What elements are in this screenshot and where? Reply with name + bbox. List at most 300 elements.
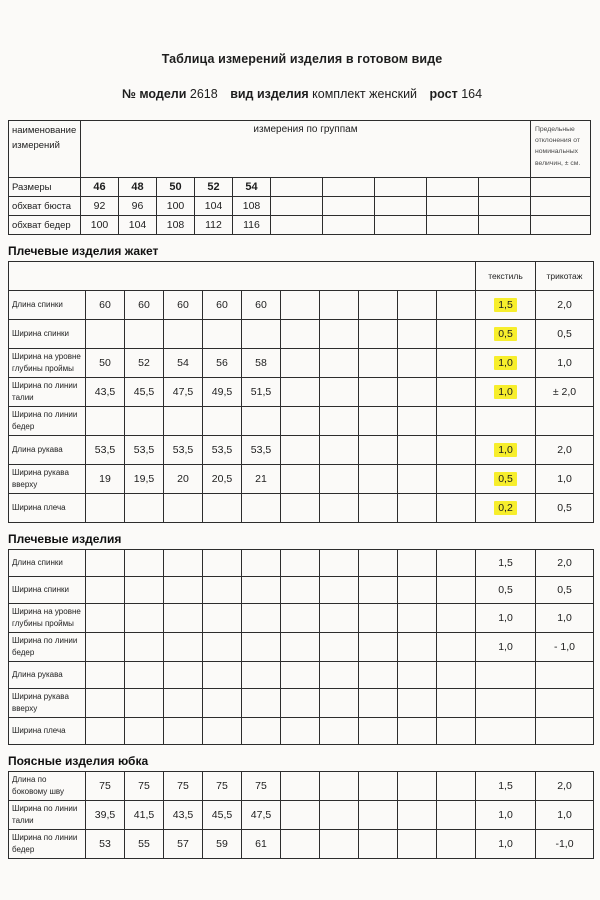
measurement-cell — [427, 178, 479, 197]
measurement-cell — [242, 718, 281, 745]
measurement-cell — [398, 550, 437, 577]
measurement-cell — [86, 494, 125, 523]
measurement-cell — [398, 494, 437, 523]
highlighted-value: 0,5 — [494, 327, 517, 341]
measurement-cell: 75 — [164, 772, 203, 801]
measurement-cell — [437, 801, 476, 830]
measurement-cell — [437, 604, 476, 633]
row-label: Длина рукава — [9, 436, 86, 465]
measurement-cell — [437, 436, 476, 465]
measurement-cell — [320, 662, 359, 689]
textile-deviation-cell — [476, 291, 536, 320]
measurement-cell — [375, 216, 427, 235]
measurement-cell: 43,5 — [86, 378, 125, 407]
textile-deviation-cell: 1,5 — [476, 550, 536, 577]
textile-deviation-cell: 1,0 — [476, 633, 536, 662]
measurement-cell — [125, 718, 164, 745]
measurement-cell — [203, 494, 242, 523]
measurement-cell — [437, 718, 476, 745]
measurement-cell — [320, 320, 359, 349]
measurement-cell — [164, 718, 203, 745]
garment-sections — [8, 244, 596, 859]
textile-deviation-cell — [476, 494, 536, 523]
highlighted-value: 0,2 — [494, 501, 517, 515]
section-table-body — [9, 262, 594, 523]
deviation-cell — [531, 216, 591, 235]
knit-deviation-cell: 2,0 — [536, 550, 594, 577]
table-row — [9, 494, 594, 523]
section-table-body — [9, 550, 594, 745]
measurement-cell — [125, 633, 164, 662]
measurement-cell — [398, 320, 437, 349]
measurement-cell — [86, 604, 125, 633]
table-row — [9, 291, 594, 320]
row-label: Ширина на уровне глубины проймы — [9, 604, 86, 633]
measurement-cell — [281, 772, 320, 801]
measurement-cell: 45,5 — [125, 378, 164, 407]
measurement-cell — [398, 801, 437, 830]
measurement-cell — [164, 494, 203, 523]
table-row — [9, 197, 591, 216]
measurement-cell: 43,5 — [164, 801, 203, 830]
measurement-cell: 47,5 — [164, 378, 203, 407]
measurement-cell — [359, 577, 398, 604]
table-row — [9, 378, 594, 407]
table-row — [9, 689, 594, 718]
measurement-cell: 75 — [125, 772, 164, 801]
measurement-cell — [398, 349, 437, 378]
document-subtitle — [8, 87, 596, 101]
table-row — [9, 178, 591, 197]
measurement-cell — [86, 662, 125, 689]
measurement-cell: 53,5 — [203, 436, 242, 465]
measurement-cell — [320, 291, 359, 320]
table-row — [9, 550, 594, 577]
measurement-cell: 60 — [86, 291, 125, 320]
measurement-cell: 96 — [119, 197, 157, 216]
measurement-cell — [125, 577, 164, 604]
measurement-cell — [359, 689, 398, 718]
measurement-cell — [242, 633, 281, 662]
measurement-cell: 56 — [203, 349, 242, 378]
measurement-cell — [323, 197, 375, 216]
measurement-cell — [375, 178, 427, 197]
measurement-cell — [398, 718, 437, 745]
measurement-cell — [437, 407, 476, 436]
section-title: Плечевые изделия жакет — [8, 244, 159, 258]
knit-deviation-cell: 2,0 — [536, 436, 594, 465]
table-row — [9, 772, 594, 801]
measurement-cell — [479, 216, 531, 235]
measurement-cell — [125, 494, 164, 523]
table-row — [9, 465, 594, 494]
textile-deviation-cell: 0,5 — [476, 577, 536, 604]
measurement-cell: 60 — [203, 291, 242, 320]
top-table-body — [9, 178, 591, 235]
knit-deviation-cell: 0,5 — [536, 577, 594, 604]
measurement-cell — [437, 320, 476, 349]
measurement-cell — [281, 689, 320, 718]
knit-deviation-cell — [536, 689, 594, 718]
measurement-cell — [359, 436, 398, 465]
highlighted-value: 1,5 — [494, 298, 517, 312]
measurement-cell — [86, 320, 125, 349]
measurement-cell: 47,5 — [242, 801, 281, 830]
garment-section — [8, 754, 596, 859]
row-label: Ширина плеча — [9, 494, 86, 523]
measurement-cell: 50 — [157, 178, 195, 197]
row-label: обхват бедер — [9, 216, 81, 235]
measurement-cell — [86, 577, 125, 604]
textile-deviation-cell — [476, 378, 536, 407]
measurement-cell — [437, 633, 476, 662]
height-value: 164 — [461, 87, 483, 101]
measurement-cell — [398, 378, 437, 407]
measurement-cell: 92 — [81, 197, 119, 216]
measurement-cell — [242, 662, 281, 689]
measurement-cell: 53,5 — [164, 436, 203, 465]
knit-deviation-cell: 1,0 — [536, 801, 594, 830]
header-spacer-cell — [9, 262, 476, 291]
table-row — [9, 662, 594, 689]
textile-deviation-cell: 1,0 — [476, 604, 536, 633]
knit-deviation-cell: 1,0 — [536, 604, 594, 633]
measurement-cell — [359, 320, 398, 349]
measurement-cell — [359, 662, 398, 689]
textile-deviation-cell — [476, 689, 536, 718]
measurement-cell — [125, 320, 164, 349]
product-type-label: вид изделия — [230, 87, 309, 101]
measurement-cell — [86, 718, 125, 745]
measurement-cell — [320, 436, 359, 465]
measurement-cell — [242, 689, 281, 718]
measurement-cell — [281, 577, 320, 604]
measurement-cell — [437, 689, 476, 718]
measurement-cell — [398, 662, 437, 689]
measurement-cell: 48 — [119, 178, 157, 197]
measurement-cell: 108 — [157, 216, 195, 235]
knit-deviation-cell: 0,5 — [536, 494, 594, 523]
measurement-cell — [359, 830, 398, 859]
measurement-cell — [359, 494, 398, 523]
measurement-cell — [125, 689, 164, 718]
measurement-cell — [320, 577, 359, 604]
knit-deviation-cell: 1,0 — [536, 465, 594, 494]
measurement-cell — [281, 801, 320, 830]
measurement-cell — [125, 550, 164, 577]
measurement-cell: 108 — [233, 197, 271, 216]
measurement-cell — [320, 633, 359, 662]
table-row — [9, 830, 594, 859]
garment-section — [8, 244, 596, 523]
measurement-cell — [164, 577, 203, 604]
row-label: обхват бюста — [9, 197, 81, 216]
table-row — [9, 349, 594, 378]
measurement-cell — [359, 407, 398, 436]
measurement-cell — [281, 830, 320, 859]
row-label: Длина спинки — [9, 291, 86, 320]
measurement-cell — [164, 633, 203, 662]
knit-deviation-cell: 2,0 — [536, 772, 594, 801]
measurement-cell — [242, 577, 281, 604]
measurement-cell — [164, 407, 203, 436]
table-row — [9, 604, 594, 633]
measurement-cell — [398, 633, 437, 662]
table-row — [9, 633, 594, 662]
measurement-cell: 45,5 — [203, 801, 242, 830]
measurement-cell: 53 — [86, 830, 125, 859]
measurement-cell — [203, 633, 242, 662]
measurement-cell — [281, 407, 320, 436]
knit-deviation-cell: -1,0 — [536, 830, 594, 859]
table-row — [9, 407, 594, 436]
measurement-cell — [427, 216, 479, 235]
measurement-cell — [398, 291, 437, 320]
measurement-cell — [281, 436, 320, 465]
model-number-label: № модели — [121, 87, 187, 101]
measurement-cell: 75 — [86, 772, 125, 801]
measurement-cell — [242, 494, 281, 523]
measurement-cell — [203, 407, 242, 436]
measurement-cell — [398, 577, 437, 604]
section-table — [8, 261, 594, 523]
product-type-value: комплект женский — [312, 87, 418, 101]
deviation-column-header: Предельные отклонения от номинальных величин, ± см. — [531, 121, 591, 178]
measurement-cell: 104 — [119, 216, 157, 235]
measurement-cell — [320, 550, 359, 577]
measurement-cell — [320, 830, 359, 859]
measurement-cell — [164, 604, 203, 633]
measurement-cell — [479, 197, 531, 216]
measurement-cell: 49,5 — [203, 378, 242, 407]
measurement-cell — [359, 772, 398, 801]
measurement-cell — [164, 662, 203, 689]
measurement-cell — [125, 604, 164, 633]
measurement-cell — [271, 178, 323, 197]
row-label: Ширина по линии талии — [9, 801, 86, 830]
measurement-cell — [281, 291, 320, 320]
table-row — [9, 801, 594, 830]
measurement-cell — [242, 550, 281, 577]
measurement-cell — [437, 349, 476, 378]
knit-deviation-cell: 1,0 — [536, 349, 594, 378]
section-title: Поясные изделия юбка — [8, 754, 149, 768]
section-table — [8, 549, 594, 745]
measurement-cell — [398, 604, 437, 633]
section-table-body — [9, 772, 594, 859]
document-title: Таблица измерений изделия в готовом виде — [161, 52, 443, 66]
deviation-cell — [531, 178, 591, 197]
fabric-type-header-row — [9, 262, 594, 291]
row-label: Ширина на уровне глубины проймы — [9, 349, 86, 378]
highlighted-value: 1,0 — [494, 385, 517, 399]
row-label: Ширина по линии талии — [9, 378, 86, 407]
knit-deviation-cell — [536, 662, 594, 689]
measurement-cell — [271, 197, 323, 216]
measurement-cell — [281, 604, 320, 633]
measurement-cell: 59 — [203, 830, 242, 859]
measurement-cell — [437, 577, 476, 604]
measurement-cell — [125, 662, 164, 689]
measurement-cell: 52 — [125, 349, 164, 378]
measurement-cell: 46 — [81, 178, 119, 197]
table-row — [9, 436, 594, 465]
textile-deviation-cell — [476, 407, 536, 436]
measurement-cell — [86, 550, 125, 577]
knit-deviation-cell: 2,0 — [536, 291, 594, 320]
measurement-cell — [320, 718, 359, 745]
measurement-cell — [164, 550, 203, 577]
table-row — [9, 577, 594, 604]
measurement-cell: 20 — [164, 465, 203, 494]
row-label: Ширина по линии бедер — [9, 830, 86, 859]
measurement-cell — [86, 689, 125, 718]
measurement-cell: 21 — [242, 465, 281, 494]
measurement-cell — [359, 378, 398, 407]
measurement-cell — [164, 689, 203, 718]
row-label: Длина по боковому шву — [9, 772, 86, 801]
measurement-cell — [359, 291, 398, 320]
measurement-cell: 52 — [195, 178, 233, 197]
measurement-cell: 50 — [86, 349, 125, 378]
textile-deviation-cell — [476, 718, 536, 745]
measurement-cell — [281, 662, 320, 689]
measurement-cell: 20,5 — [203, 465, 242, 494]
measurement-cell — [359, 633, 398, 662]
groups-column-header: измерения по группам — [81, 121, 531, 178]
measurement-cell — [375, 197, 427, 216]
measurement-cell — [398, 689, 437, 718]
measurement-cell — [437, 662, 476, 689]
measurement-cell — [398, 407, 437, 436]
knit-column-header: трикотаж — [536, 262, 594, 291]
measurement-cell — [320, 349, 359, 378]
measurement-cell: 60 — [164, 291, 203, 320]
row-label: Ширина спинки — [9, 320, 86, 349]
textile-deviation-cell — [476, 320, 536, 349]
measurement-cell — [125, 407, 164, 436]
measurement-cell: 60 — [242, 291, 281, 320]
textile-deviation-cell — [476, 662, 536, 689]
measurement-cell — [281, 633, 320, 662]
measurement-cell: 58 — [242, 349, 281, 378]
table-row — [9, 216, 591, 235]
textile-column-header: текстиль — [476, 262, 536, 291]
measurement-cell — [320, 407, 359, 436]
measurement-cell — [359, 718, 398, 745]
row-label: Размеры — [9, 178, 81, 197]
measurement-cell — [86, 633, 125, 662]
measurement-cell — [437, 550, 476, 577]
measurement-cell — [281, 465, 320, 494]
measurement-cell: 53,5 — [242, 436, 281, 465]
measurement-cell — [203, 689, 242, 718]
measurement-cell: 61 — [242, 830, 281, 859]
highlighted-value: 1,0 — [494, 356, 517, 370]
measurement-cell: 75 — [203, 772, 242, 801]
measurement-cell — [281, 550, 320, 577]
measurement-cell — [479, 178, 531, 197]
measurement-cell — [437, 772, 476, 801]
measurement-cell — [359, 801, 398, 830]
row-label: Ширина по линии бедер — [9, 407, 86, 436]
measurement-cell — [427, 197, 479, 216]
measurement-cell — [203, 718, 242, 745]
measurement-cell: 60 — [125, 291, 164, 320]
model-number-value: 2618 — [189, 87, 218, 101]
highlighted-value: 1,0 — [494, 443, 517, 457]
measurement-cell — [437, 494, 476, 523]
measurement-cell — [320, 604, 359, 633]
measurement-cell — [320, 801, 359, 830]
knit-deviation-cell — [536, 407, 594, 436]
measurement-cell — [320, 772, 359, 801]
measurement-cell — [203, 577, 242, 604]
knit-deviation-cell: ± 2,0 — [536, 378, 594, 407]
knit-deviation-cell: 0,5 — [536, 320, 594, 349]
measurement-cell — [164, 320, 203, 349]
measurement-cell — [323, 216, 375, 235]
measurement-cell — [437, 830, 476, 859]
height-label: рост — [429, 87, 458, 101]
measurement-cell — [203, 662, 242, 689]
measurement-cell: 51,5 — [242, 378, 281, 407]
measurement-cell: 57 — [164, 830, 203, 859]
table-row — [9, 718, 594, 745]
measurement-cell — [359, 550, 398, 577]
textile-deviation-cell — [476, 436, 536, 465]
measurement-cell: 19,5 — [125, 465, 164, 494]
measurements-summary-table — [8, 120, 591, 235]
measurement-cell — [398, 830, 437, 859]
garment-section — [8, 532, 596, 745]
measurement-cell: 54 — [164, 349, 203, 378]
measurement-cell — [320, 689, 359, 718]
row-label: Длина рукава — [9, 662, 86, 689]
measurement-cell — [359, 349, 398, 378]
measurement-cell — [359, 604, 398, 633]
measurement-cell — [242, 604, 281, 633]
measurement-cell — [437, 378, 476, 407]
measurement-cell — [398, 772, 437, 801]
measurement-cell — [203, 550, 242, 577]
highlighted-value: 0,5 — [494, 472, 517, 486]
measurement-cell — [437, 291, 476, 320]
row-label: Ширина рукава вверху — [9, 689, 86, 718]
measurement-cell — [242, 320, 281, 349]
measurement-cell — [320, 465, 359, 494]
measurement-cell — [398, 436, 437, 465]
row-label: Ширина спинки — [9, 577, 86, 604]
section-table — [8, 771, 594, 859]
textile-deviation-cell — [476, 465, 536, 494]
name-column-header: наименование измерений — [9, 121, 81, 178]
measurement-cell — [271, 216, 323, 235]
row-label: Ширина рукава вверху — [9, 465, 86, 494]
knit-deviation-cell: - 1,0 — [536, 633, 594, 662]
measurement-cell: 39,5 — [86, 801, 125, 830]
knit-deviation-cell — [536, 718, 594, 745]
measurement-cell: 75 — [242, 772, 281, 801]
measurement-cell — [320, 494, 359, 523]
measurement-cell — [203, 320, 242, 349]
measurement-cell: 104 — [195, 197, 233, 216]
measurement-cell: 100 — [81, 216, 119, 235]
measurement-cell: 41,5 — [125, 801, 164, 830]
measurement-cell — [398, 465, 437, 494]
measurement-cell — [86, 407, 125, 436]
row-label: Ширина плеча — [9, 718, 86, 745]
